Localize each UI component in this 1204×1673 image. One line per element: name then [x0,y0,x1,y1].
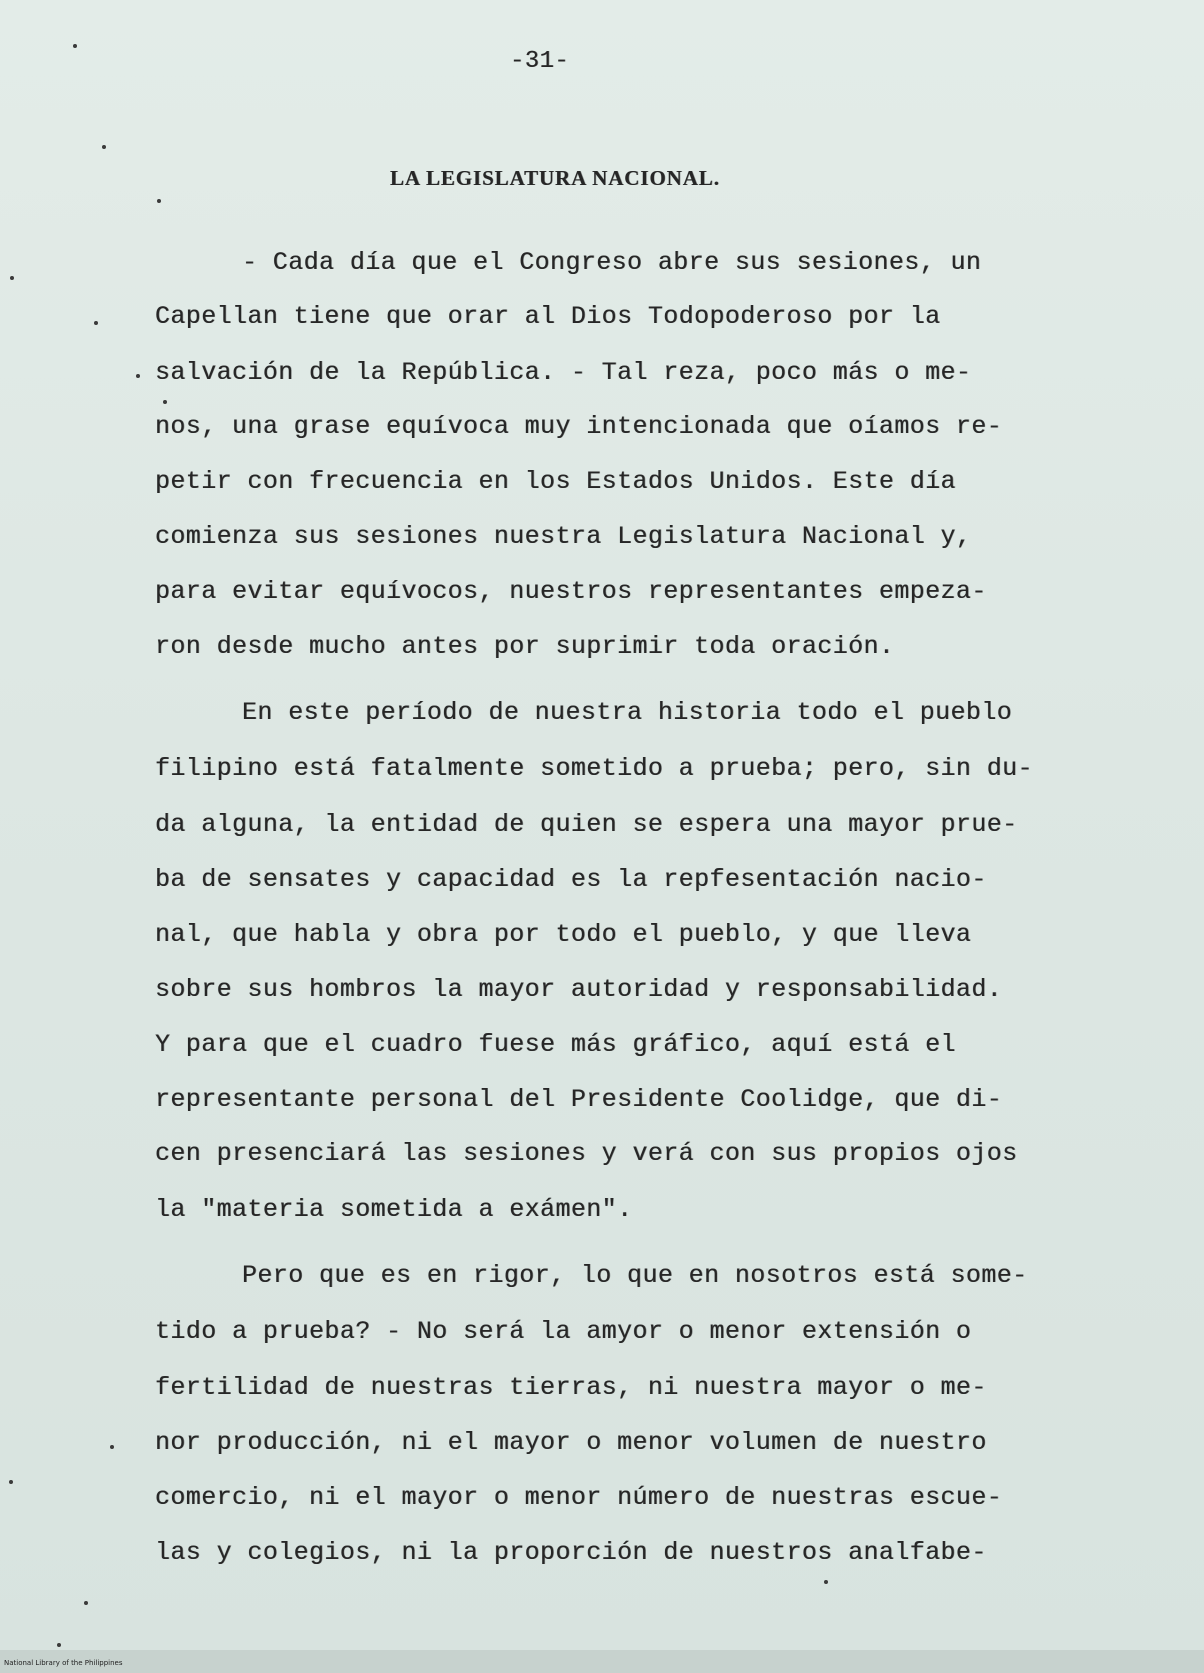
text-line: petir con frecuencia en los Estados Unidos. Este día [155,467,956,496]
text-line: En este período de nuestra historia todo el pueblo [242,698,1013,727]
text-line: nos, una grase equívoca muy intencionada que oíamos re- [155,412,1003,441]
text-line: las y colegios, ni la proporción de nuestros analfabe- [155,1538,987,1567]
text-line: filipino está fatalmente sometido a prueba; pero, sin du- [155,754,1033,783]
ink-speck [10,276,14,280]
library-credit: National Library of the Philippines [4,1659,123,1667]
ink-speck [110,1445,114,1449]
ink-speck [9,1480,13,1484]
page-title: LA LEGISLATURA NACIONAL. [390,166,720,190]
text-line: da alguna, la entidad de quien se espera una mayor prue- [155,810,1018,839]
page-number: -31- [510,48,570,75]
text-line: cen presenciará las sesiones y verá con sus propios ojos [155,1139,1018,1168]
text-line: nal, que habla y obra por todo el pueblo, y que lleva [155,920,972,949]
text-line: - Cada día que el Congreso abre sus sesiones, un [242,248,982,277]
text-line: representante personal del Presidente Coolidge, que di- [155,1085,1003,1114]
text-line: comercio, ni el mayor o menor número de nuestras escue- [155,1483,1003,1512]
text-line: tido a prueba? - No será la amyor o menor extensión o [155,1317,972,1346]
ink-speck [136,374,140,378]
text-line: salvación de la República. - Tal reza, poco más o me- [155,358,972,387]
ink-speck [94,321,98,325]
ink-speck [73,44,77,48]
text-line: la "materia sometida a exámen". [155,1195,633,1224]
text-line: fertilidad de nuestras tierras, ni nuestra mayor o me- [155,1373,987,1402]
ink-speck [102,145,106,149]
ink-speck [824,1580,828,1584]
text-line: ba de sensates y capacidad es la repfesentación nacio- [155,865,987,894]
ink-speck [57,1643,61,1647]
text-line: para evitar equívocos, nuestros representantes empeza- [155,577,987,606]
scan-bottom-band [0,1650,1204,1673]
text-line: ron desde mucho antes por suprimir toda oración. [155,632,895,661]
text-line: sobre sus hombros la mayor autoridad y responsabilidad. [155,975,1003,1004]
text-line: Pero que es en rigor, lo que en nosotros está some- [242,1261,1028,1290]
text-line: Capellan tiene que orar al Dios Todopoderoso por la [155,302,941,331]
text-line: comienza sus sesiones nuestra Legislatura Nacional y, [155,522,972,551]
text-line: Y para que el cuadro fuese más gráfico, aquí está el [155,1030,956,1059]
ink-speck [157,199,161,203]
ink-speck [84,1601,88,1605]
ink-speck [163,400,167,404]
text-line: nor producción, ni el mayor o menor volumen de nuestro [155,1428,987,1457]
